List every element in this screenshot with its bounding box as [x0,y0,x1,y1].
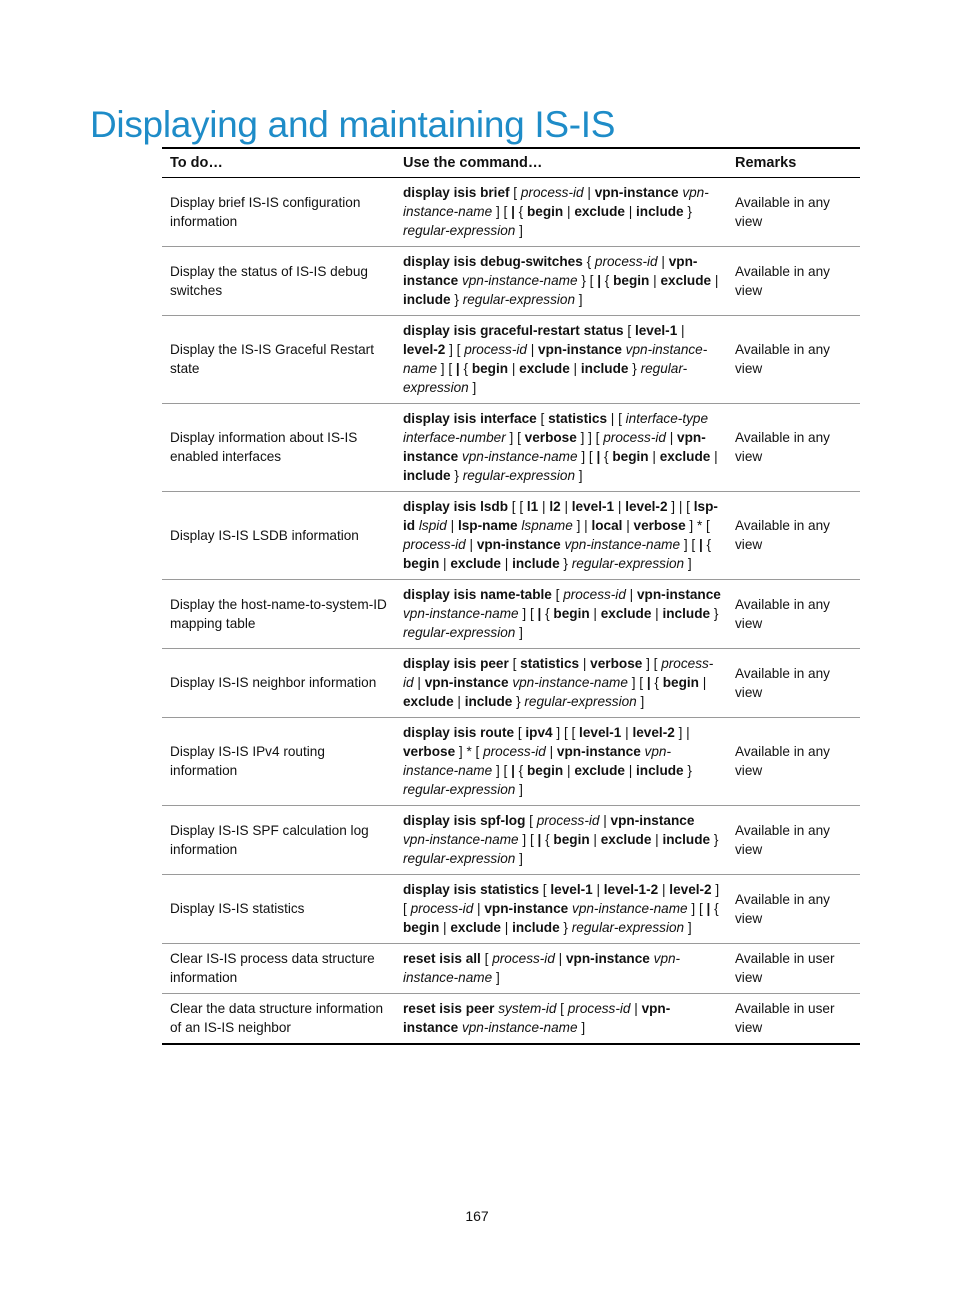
command-table [162,147,860,1045]
command-syntax: | [622,518,634,533]
command-syntax: ] | [ [667,499,694,514]
command-syntax: | [711,273,719,288]
command-syntax: [ [556,1001,568,1016]
command-syntax: | [630,1001,642,1016]
command-keyword: exclude [574,204,625,219]
command-argument: regular-expression [462,468,576,483]
command-syntax: | [624,763,637,778]
header-todo: To do… [162,148,395,178]
command-keyword: l1 [526,499,539,514]
command-keyword: include [636,763,684,778]
command-keyword: verbose [633,518,686,533]
command-syntax: [ [536,411,549,426]
command-keyword: level-2 [669,882,712,897]
command-argument: process-id [536,813,600,828]
command-cell [395,178,727,247]
command-syntax: } [683,763,692,778]
command-syntax: ] [ [492,204,512,219]
command-syntax: } [710,832,719,847]
command-syntax: ] * [ [455,744,484,759]
command-syntax: ] [ [445,342,465,357]
command-syntax: ] [ [518,606,538,621]
command-syntax: ] [ [437,361,456,376]
command-keyword: verbose [524,430,577,445]
task-cell: Clear the data structure information of an IS-IS neighbor [170,1001,384,1035]
command-keyword: vpn-instance [403,1001,671,1035]
command-syntax: | [621,725,633,740]
task-cell: Display IS-IS statistics [162,875,395,944]
command-keyword: level-1 [634,323,678,338]
task-cell: Display information about IS-IS enabled interfaces [162,404,395,492]
remarks-cell: Available in any view [727,316,860,404]
command-syntax: ] [515,851,523,866]
command-syntax: ] [468,380,477,395]
command-cell [395,718,727,806]
command-syntax: { [601,273,614,288]
command-syntax: | [658,882,670,897]
command-argument: interface-type interface-number [403,411,709,445]
command-argument: regular-expression [524,694,637,709]
command-keyword: lsp-name [457,518,518,533]
table-row [162,316,860,404]
command-syntax: | [665,430,678,445]
command-keyword: include [512,920,560,935]
command-syntax: | [413,675,425,690]
command-syntax: ] [515,625,523,640]
remarks-cell: Available in any view [727,178,860,247]
command-syntax: | [625,587,637,602]
command-keyword: begin [403,920,440,935]
command-argument: vpn-instance-name [403,951,681,985]
command-syntax: ] [ [680,537,699,552]
command-syntax: [ [509,185,521,200]
command-cell [395,247,727,316]
command-syntax: | [560,499,572,514]
command-keyword: include [403,468,451,483]
command-syntax: | [563,204,575,219]
command-syntax: | [ [607,411,626,426]
command-keyword: vpn-instance [594,185,679,200]
command-argument: process-id [464,342,527,357]
command-syntax: { [459,361,472,376]
command-argument: vpn-instance-name [403,606,519,621]
command-syntax: ] [ [403,882,720,916]
command-syntax: ] | [572,518,592,533]
remarks-cell: Available in any view [727,649,860,718]
command-syntax: ] [684,556,692,571]
command-syntax: { [541,832,554,847]
command-keyword: display isis name-table [403,587,552,602]
table-row [162,994,860,1045]
task-cell: Display the IS-IS Graceful Restart state [162,316,395,404]
command-syntax: ] [ [518,832,538,847]
command-argument: system-id [498,1001,557,1016]
command-keyword: exclude [450,556,501,571]
table-body [162,178,860,1045]
command-keyword: exclude [659,449,711,464]
task-cell: Clear IS-IS process data structure information [162,944,395,994]
task-cell: Display the status of IS-IS debug switches [162,247,395,316]
command-keyword: begin [662,675,699,690]
header-remarks: Remarks [727,148,860,178]
command-syntax: | [508,361,520,376]
command-syntax: [ [551,587,564,602]
command-syntax: { [650,675,663,690]
command-syntax: ] [ [ [552,725,580,740]
command-keyword: display isis graceful-restart status [403,323,624,338]
command-syntax: | [698,675,707,690]
command-keyword: level-1 [550,882,593,897]
command-keyword: exclude [450,920,501,935]
command-keyword: | [537,832,542,847]
command-keyword: display isis interface [403,411,537,426]
command-syntax: | [500,920,513,935]
command-syntax: ] [ [627,675,647,690]
command-argument: process-id [567,1001,631,1016]
command-syntax: { [514,204,527,219]
command-keyword: vpn-instance [484,901,569,916]
command-argument: vpn-instance-name [403,832,519,847]
command-keyword: include [662,606,711,621]
remarks-cell: Available in user view [735,1001,835,1035]
command-cell [395,404,727,492]
command-syntax: } [710,606,719,621]
remarks-cell: Available in any view [727,580,860,649]
command-syntax: | [554,951,566,966]
command-keyword: verbose [590,656,643,671]
command-keyword: exclude [660,273,712,288]
command-keyword: | [511,204,515,219]
command-syntax: [ [ [508,499,527,514]
command-syntax: [ [539,882,551,897]
command-syntax: | [453,694,465,709]
table-row [162,718,860,806]
command-keyword: include [580,361,629,376]
command-keyword: | [537,606,542,621]
command-syntax: | [592,882,604,897]
page-title: Displaying and maintaining IS-IS [90,104,616,145]
command-keyword: begin [553,606,590,621]
command-argument: regular-expression [571,556,685,571]
command-cell [395,580,727,649]
command-keyword: level-2 [625,499,668,514]
command-keyword: display isis peer [403,656,509,671]
command-syntax: ] [515,782,523,797]
table-row [162,492,860,580]
command-keyword: level-1-2 [603,882,659,897]
command-keyword: display isis debug-switches [403,254,583,269]
command-argument: lspname [521,518,573,533]
command-syntax: ] * [ [685,518,710,533]
command-argument: process-id [492,951,555,966]
command-syntax: ] [515,223,523,238]
command-syntax: | [545,744,557,759]
command-keyword: | [511,763,515,778]
command-keyword: vpn-instance [556,744,641,759]
command-syntax: } [ [577,273,598,288]
command-keyword: ipv4 [525,725,553,740]
command-syntax: } [683,204,692,219]
command-keyword: level-2 [632,725,675,740]
command-keyword: include [636,204,684,219]
command-argument: process-id [594,254,658,269]
command-keyword: l2 [549,499,561,514]
command-keyword: | [698,537,703,552]
remarks-cell: Available in any view [727,492,860,580]
command-keyword: reset isis peer [403,1001,495,1016]
task-cell: Display IS-IS LSDB information [162,492,395,580]
command-argument: vpn-instance-name [461,273,578,288]
command-keyword: begin [612,449,649,464]
command-syntax: { [702,537,712,552]
command-cell [395,994,727,1045]
command-keyword: statistics [520,656,580,671]
remarks-cell: Available in any view [727,718,860,806]
command-syntax: [ [514,725,526,740]
command-argument: process-id [520,185,584,200]
command-syntax: { [710,901,719,916]
command-syntax: } [628,361,641,376]
command-syntax: | [657,254,669,269]
command-syntax: | [500,556,513,571]
command-syntax: | [563,763,575,778]
command-keyword: | [706,901,711,916]
command-argument: process-id [603,430,666,445]
command-keyword: verbose [403,744,456,759]
command-argument: process-id [403,537,466,552]
command-syntax: } [450,468,463,483]
command-syntax: { [600,449,613,464]
command-syntax: | [710,449,718,464]
command-keyword: include [464,694,513,709]
command-syntax: | [579,656,591,671]
command-cell [395,492,727,580]
table-row [162,649,860,718]
command-keyword: begin [526,204,564,219]
command-syntax: | [649,273,661,288]
command-argument: process-id [403,656,714,690]
command-argument: regular-expression [403,851,516,866]
command-keyword: exclude [519,361,570,376]
command-keyword: vpn-instance [610,813,695,828]
command-keyword: include [403,292,451,307]
command-keyword: display isis route [403,725,515,740]
command-cell [395,316,727,404]
command-keyword: exclude [600,832,652,847]
command-keyword: vpn-instance [403,254,698,288]
command-keyword: vpn-instance [403,430,706,464]
command-syntax: ] [ [577,449,597,464]
command-keyword: begin [613,273,650,288]
command-syntax: } [559,920,572,935]
command-syntax: | [538,499,550,514]
command-keyword: exclude [600,606,652,621]
command-syntax: | [589,832,601,847]
command-syntax: | [583,185,595,200]
task-cell: Display IS-IS neighbor information [162,649,395,718]
command-keyword: display isis statistics [403,882,540,897]
command-keyword: local [591,518,623,533]
command-syntax: { [582,254,595,269]
command-syntax: } [512,694,525,709]
command-syntax: ] [ [642,656,662,671]
command-keyword: begin [471,361,509,376]
command-syntax: | [526,342,539,357]
table-row [162,806,860,875]
command-cell [395,944,727,994]
command-keyword: statistics [548,411,608,426]
command-argument: vpn-instance-name [512,675,628,690]
command-keyword: vpn-instance [538,342,622,357]
command-syntax: | [648,449,660,464]
command-keyword: begin [403,556,440,571]
command-syntax: ] [577,1020,586,1035]
table-row [162,875,860,944]
command-syntax: | [614,499,626,514]
command-syntax: { [541,606,554,621]
command-argument: process-id [483,744,546,759]
header-row [162,148,860,178]
command-keyword: begin [553,832,590,847]
command-keyword: include [512,556,560,571]
command-argument: vpn-instance-name [461,1020,578,1035]
command-syntax: } [559,556,572,571]
command-argument: regular-expression [403,223,516,238]
command-keyword: lsp-id [403,499,718,533]
command-syntax: | [651,832,663,847]
command-syntax: ] [ [492,763,512,778]
command-syntax: | [473,901,485,916]
command-syntax: | [677,323,685,338]
command-syntax: | [439,920,451,935]
command-argument: vpn-instance-name [564,537,681,552]
command-syntax: ] | [674,725,690,740]
command-keyword: vpn-instance [637,587,721,602]
command-keyword: | [455,361,460,376]
command-syntax: | [439,556,451,571]
command-cell [395,649,727,718]
command-argument: regular-expression [462,292,576,307]
task-cell: Display brief IS-IS configuration information [162,178,395,247]
command-syntax: | [589,606,601,621]
command-keyword: level-1 [571,499,615,514]
command-syntax: ] [575,468,583,483]
command-keyword: display isis spf-log [403,813,526,828]
task-cell: Display the host-name-to-system-ID mapping table [162,580,395,649]
command-keyword: | [646,675,651,690]
command-syntax: | [651,606,663,621]
command-keyword: exclude [574,763,625,778]
command-keyword: level-2 [403,342,446,357]
command-syntax: [ [525,813,537,828]
command-argument: vpn-instance-name [403,185,709,219]
command-syntax: [ [508,656,521,671]
remarks-cell: Available in any view [727,875,860,944]
command-cell [395,806,727,875]
command-syntax: | [446,518,458,533]
table-row [162,247,860,316]
command-syntax: | [465,537,477,552]
task-cell: Display IS-IS SPF calculation log information [162,806,395,875]
command-syntax: | [569,361,581,376]
command-syntax: ] [492,970,500,985]
command-syntax: | [599,813,611,828]
command-syntax: ] [636,694,645,709]
command-keyword: begin [526,763,564,778]
table-row [162,404,860,492]
command-argument: process-id [410,901,474,916]
command-syntax: [ [480,951,493,966]
table-row [162,580,860,649]
command-syntax: [ [623,323,635,338]
command-keyword: level-1 [579,725,622,740]
command-keyword: reset isis all [403,951,481,966]
command-argument: regular-expression [403,361,688,395]
command-argument: process-id [563,587,626,602]
command-cell [395,875,727,944]
command-syntax: { [514,763,527,778]
table-header [162,148,860,178]
command-syntax: } [450,292,463,307]
command-keyword: vpn-instance [424,675,509,690]
command-keyword: display isis lsdb [403,499,509,514]
command-argument: vpn-instance-name [403,744,671,778]
command-argument: regular-expression [403,625,516,640]
task-cell: Display IS-IS IPv4 routing information [162,718,395,806]
command-syntax: ] [ [505,430,525,445]
remarks-cell: Available in any view [727,806,860,875]
command-argument: vpn-instance-name [403,342,708,376]
remarks-cell: Available in any view [727,247,860,316]
command-argument: regular-expression [571,920,685,935]
command-keyword: vpn-instance [476,537,561,552]
command-argument: lspid [418,518,447,533]
command-keyword: | [597,273,602,288]
command-keyword: | [596,449,601,464]
command-syntax: ] [684,920,692,935]
command-argument: vpn-instance-name [572,901,688,916]
command-keyword: exclude [403,694,454,709]
command-keyword: include [662,832,711,847]
command-keyword: vpn-instance [566,951,650,966]
command-argument: regular-expression [403,782,516,797]
header-command: Use the command… [395,148,727,178]
command-syntax: ] ] [ [576,430,604,445]
command-keyword: display isis brief [403,185,510,200]
command-argument: vpn-instance-name [461,449,578,464]
remarks-cell: Available in any view [727,404,860,492]
table-row [162,944,860,994]
command-syntax: ] [575,292,583,307]
remarks-cell: Available in user view [727,944,860,994]
command-syntax: | [624,204,637,219]
command-syntax: ] [ [687,901,707,916]
table-row [162,178,860,247]
page-number: 167 [465,1208,489,1224]
